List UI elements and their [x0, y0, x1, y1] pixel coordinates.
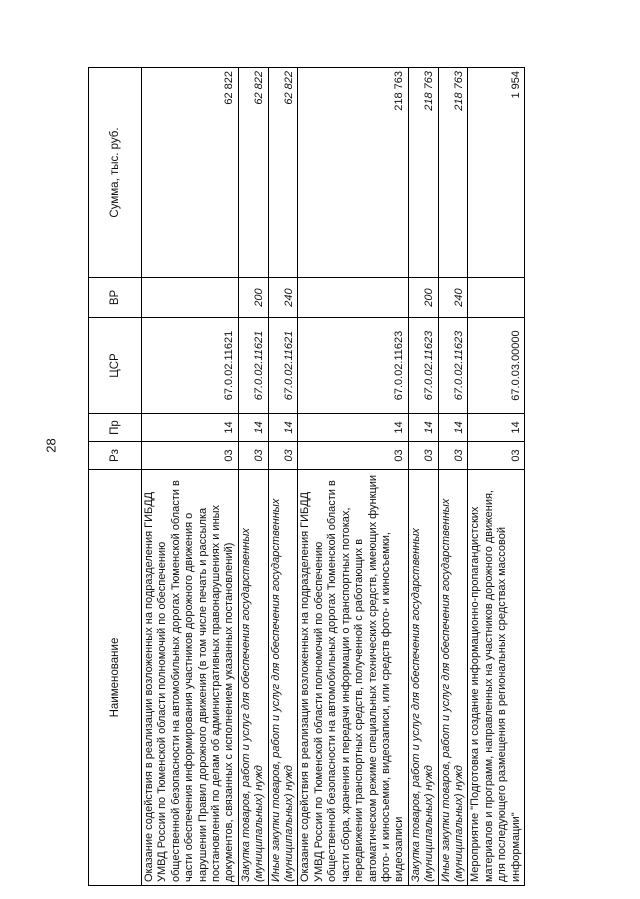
- row-sum: 218 763: [298, 68, 408, 278]
- row-csr: 67.0.02.11621: [238, 318, 268, 414]
- header-name: Наименование: [89, 470, 142, 886]
- row-vr: 240: [438, 278, 468, 318]
- row-vr: 200: [238, 278, 268, 318]
- row-csr: 67.0.03.00000: [468, 318, 525, 414]
- row-csr: 67.0.02.11621: [268, 318, 298, 414]
- row-vr: [142, 278, 239, 318]
- row-name: Оказание содействия в реализации возложенных на подразделения ГИБДД УМВД России по Тюменской области полномочий по обеспечению общественной безопасности на автомобильных дорогах Тюменской области в части сбора, хранения и передачи информации о транспортных потоках, передвижении транспортных средств, полученной с работающих в автоматическом режиме специальных технических средств, имеющих функции фото- и киносъемки, видеозаписи, или средств фото- и киносъемки, видеозаписи: [298, 470, 408, 886]
- header-rz: Рз: [89, 442, 142, 470]
- budget-table: [88, 67, 525, 886]
- row-vr: [468, 278, 525, 318]
- row-pr: 14: [298, 414, 408, 442]
- row-name: Закупка товаров, работ и услуг для обеспечения государственных (муниципальных) нужд: [408, 470, 438, 886]
- row-vr: [298, 278, 408, 318]
- row-csr: 67.0.02.11623: [298, 318, 408, 414]
- header-row: [89, 68, 142, 886]
- row-rz: 03: [142, 442, 239, 470]
- row-rz: 03: [238, 442, 268, 470]
- row-vr: 240: [268, 278, 298, 318]
- header-pr: Пр: [89, 414, 142, 442]
- header-vr: ВР: [89, 278, 142, 318]
- row-sum: 62 822: [268, 68, 298, 278]
- row-pr: 14: [468, 414, 525, 442]
- row-csr: 67.0.02.11621: [142, 318, 239, 414]
- row-name: Иные закупки товаров, работ и услуг для обеспечения государственных (муниципальных) нужд: [268, 470, 298, 886]
- row-pr: 14: [268, 414, 298, 442]
- row-pr: 14: [238, 414, 268, 442]
- table-row: [238, 68, 268, 886]
- row-pr: 14: [142, 414, 239, 442]
- row-sum: 62 822: [238, 68, 268, 278]
- row-sum: 1 954: [468, 68, 525, 278]
- row-name: Иные закупки товаров, работ и услуг для обеспечения государственных (муниципальных) нужд: [438, 470, 468, 886]
- page-number: 28: [43, 438, 59, 453]
- table-row: [142, 68, 239, 886]
- row-name: Оказание содействия в реализации возложенных на подразделения ГИБДД УМВД России по Тюменской области полномочий по обеспечению общественной безопасности на автомобильных дорогах Тюменской области в части обеспечения информирования участников дорожного движения о нарушении Правил дорожного движения (в том числе печать и рассылка постановлений по делам об административных правонарушениях и иных документов, связанных с исполнением указанных постановлений): [142, 470, 239, 886]
- row-pr: 14: [438, 414, 468, 442]
- row-sum: 218 763: [408, 68, 438, 278]
- row-csr: 67.0.02.11623: [438, 318, 468, 414]
- row-rz: 03: [468, 442, 525, 470]
- table-row: [408, 68, 438, 886]
- rotated-table-wrapper: [88, 68, 613, 886]
- row-name: Закупка товаров, работ и услуг для обеспечения государственных (муниципальных) нужд: [238, 470, 268, 886]
- header-csr: ЦСР: [89, 318, 142, 414]
- row-name: Мероприятие "Подготовка и создание информационно-пропагандистских материалов и программ, направленных на участников дорожного движения, для последующего размещения в региональных средствах массовой информации": [468, 470, 525, 886]
- row-pr: 14: [408, 414, 438, 442]
- row-csr: 67.0.02.11623: [408, 318, 438, 414]
- row-sum: 218 763: [438, 68, 468, 278]
- table-row: [268, 68, 298, 886]
- row-rz: 03: [268, 442, 298, 470]
- table-row: [468, 68, 525, 886]
- table-row: [298, 68, 408, 886]
- header-sum: Сумма, тыс. руб.: [89, 68, 142, 278]
- row-rz: 03: [298, 442, 408, 470]
- row-rz: 03: [438, 442, 468, 470]
- row-rz: 03: [408, 442, 438, 470]
- table-row: [438, 68, 468, 886]
- row-sum: 62 822: [142, 68, 239, 278]
- row-vr: 200: [408, 278, 438, 318]
